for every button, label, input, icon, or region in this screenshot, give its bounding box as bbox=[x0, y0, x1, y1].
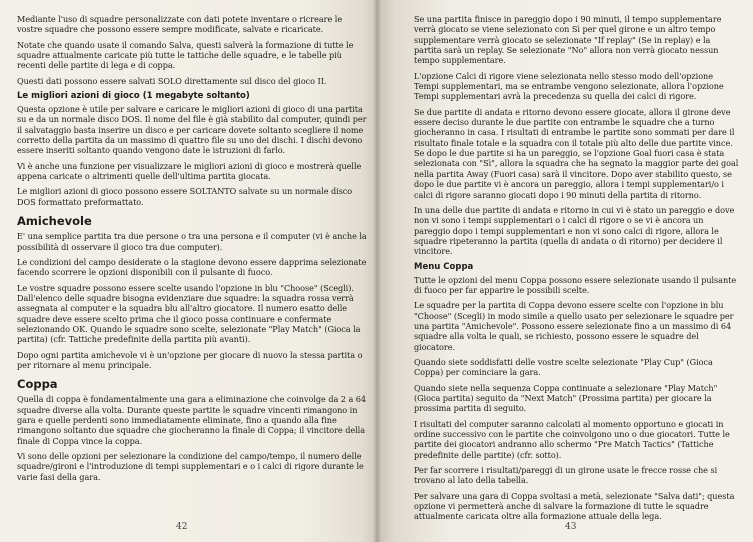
paragraph: Le migliori azioni di gioco possono essere SOLTANTO salvate su un normale disco DOS formattato preformattato. bbox=[17, 186, 353, 207]
paragraph: Questi dati possono essere salvati SOLO direttamente sul disco del gioco II. bbox=[17, 75, 327, 86]
paragraph: Se due partite di andata e ritorno devono essere giocate, allora il girone deve essere deciso durante le due partite con entrambe le squadre che a turno giocheranno in casa. I risultati di entrambe le partite sono sommati per dare il risultato finale totale e la squadra con il totale più alto delle due partite vince. Se dopo le due partite si ha un pareggio, se l'opzione Goal fuori casa è stata selezionata con "Sì", allora la squadra che ha segnato la maggior parte dei goal nella partita Away (Fuori casa) sarà il vincitore. Dopo aver stabilito questo, se dopo le due partite vi è ancora un pareggio, allora i tempi supplementari/o i calci di rigore saranno giocati dopo i 90 minuti della partita di ritorno. bbox=[414, 106, 739, 200]
paragraph: Questa opzione è utile per salvare e caricare le migliori azioni di gioco di una partita su e da un normale disco DOS. Il nome del file è già stabilito dal computer, quindi per il salvataggio basta inserire un disco e per caricare dovete soltanto scegliere il nome corretto della partita da un massimo di quattro file su uno dei dischi. I dischi devono essere inseriti soltanto quando vengono date le istruzioni di farlo. bbox=[17, 104, 367, 156]
paragraph: Vi è anche una funzione per visualizzare le migliori azioni di gioco e mostrerà quelle appena caricate o altrimenti quelle dell'ultima partita giocata. bbox=[17, 160, 362, 182]
paragraph: Dopo ogni partita amichevole vi è un'opzione per giocare di nuovo la stessa partita o per ritornare al menu principale. bbox=[17, 349, 363, 370]
section-heading: Coppa bbox=[17, 377, 58, 392]
paragraph: Quella di coppa è fondamentalmente una gara a eliminazione che coinvolge da 2 a 64 squadre diverse alla volta. Durante queste partite le squadre vincenti rimangono in gara e quelle perdenti sono immediatamente eliminate, fino a quando alla fine rimangono soltanto due squadre che giocheranno la finale di Coppa; il vincitore della finale di Coppa vince la coppa. bbox=[17, 394, 367, 446]
paragraph: Per salvare una gara di Coppa svoltasi a metà, selezionate "Salva dati"; questa opzione vi permetterà anche di salvare la formazione di tutte le squadre attualmente caricata oltre alla formazione attuale della lega. bbox=[414, 490, 735, 522]
paragraph: I risultati del computer saranno calcolati al momento opportuno e giocati in ordine successivo con le partite che coinvolgono uno o due giocatori. Tutte le partite dei giocatori andranno allo schermo "Pre Match Tactics" (Tattiche predefinite delle partite) (cfr. sotto). bbox=[414, 418, 730, 460]
right-page bbox=[377, 0, 753, 542]
right-page-text bbox=[414, 14, 739, 522]
paragraph: Notate che quando usate il comando Salva, questi salverà la formazione di tutte le squadre attualmente caricate più tutte le tattiche delle squadre, e le tabelle più recenti delle partite di lega e di coppa. bbox=[17, 39, 354, 71]
paragraph: Le vostre squadre possono essere scelte usando l'opzione in blu "Choose" (Scegli). Dall'elenco delle squadre bisogna evidenziare due squadre: la squadra rossa verrà assegnata al computer e la squadra blu all'altro giocatore. Il numero esatto delle squadre deve essere scelto prima che il gioco possa continuare e confermate selezionando OK. Quando le squadre sono scelte, selezionate "Play Match" (Gioca la partita) (cfr. Tattiche predefinite della partita più avanti). bbox=[17, 282, 361, 345]
page-number: 42 bbox=[176, 522, 188, 532]
paragraph: L'opzione Calci di rigore viene selezionata nello stesso modo dell'opzione Tempi supplementari, ma se entrambe vengono selezionate, allora l'opzione Tempi supplementari avrà la precedenza su quella dei calci di rigore. bbox=[414, 70, 724, 102]
paragraph: In una delle due partite di andata e ritorno in cui vi è stato un pareggio e dove non vi sono i tempi supplementari o i calci di rigore o se vi è ancora un pareggio dopo i tempi supplementari e non vi sono calci di rigore, allora le squadre ripeteranno la partita (quella di andata o di ritorno) per decidere il vincitore. bbox=[414, 204, 735, 257]
paragraph: Vi sono delle opzioni per selezionare la condizione del campo/tempo, il numero delle squadre/gironi e l'introduzione di tempi supplementari e o i calci di rigore durante le varie fasi della gara. bbox=[17, 451, 364, 482]
paragraph: Quando siete soddisfatti delle vostre scelte selezionate "Play Cup" (Gioca Coppa) per cominciare la gara. bbox=[414, 356, 713, 378]
paragraph: E' una semplice partita tra due persone o tra una persona e il computer (vi è anche la possibilità di osservare il gioco tra due computer). bbox=[17, 231, 367, 252]
paragraph: Mediante l'uso di squadre personalizzate con dati potete inventare o ricreare le vostre squadre che possono essere sempre modificate, salvate e ricaricate. bbox=[17, 14, 343, 35]
subheading: Le migliori azioni di gioco (1 megabyte soltanto) bbox=[17, 91, 250, 102]
left-page-text bbox=[17, 14, 367, 482]
book-spine bbox=[373, 0, 381, 542]
paragraph: Le squadre per la partita di Coppa devono essere scelte con l'opzione in blu "Choose" (Scegli) in modo simile a quello usato per selezionare le squadre per una partita "Amichevole". Possono essere selezionate fino a un massimo di 64 squadre alla volta le quali, se richiesto, possono essere le squadre del giocatore. bbox=[414, 300, 734, 352]
paragraph: Se una partita finisce in pareggio dopo i 90 minuti, il tempo supplementare verrà giocato se viene selezionato con Sì per quel girone e un altro tempo supplementare verrà giocato se selezionate "If replay" (Se in replay) e la partita sarà un replay. Se selezionate "No" allora non verrà giocato nessun tempo supplementare. bbox=[414, 14, 722, 66]
paragraph: Per far scorrere i risultati/pareggi di un girone usate le frecce rosse che si trovano al lato della tabella. bbox=[414, 465, 718, 486]
page-number: 43 bbox=[565, 522, 577, 532]
paragraph: Tutte le opzioni del menu Coppa possono essere selezionate usando il pulsante di fuoco per far apparire le possibili scelte. bbox=[414, 274, 737, 295]
paragraph: Le condizioni del campo desiderate o la stagione devono essere dapprima selezionate facendo scorrere le opzioni disponibili con il pulsante di fuoco. bbox=[17, 256, 367, 278]
paragraph: Quando siete nella sequenza Coppa continuate a selezionare "Play Match" (Gioca partita) seguito da "Next Match" (Prossima partita) per giocare la prossima partita di seguito. bbox=[414, 382, 718, 414]
section-heading: Amichevole bbox=[17, 214, 92, 229]
subheading: Menu Coppa bbox=[414, 261, 474, 272]
